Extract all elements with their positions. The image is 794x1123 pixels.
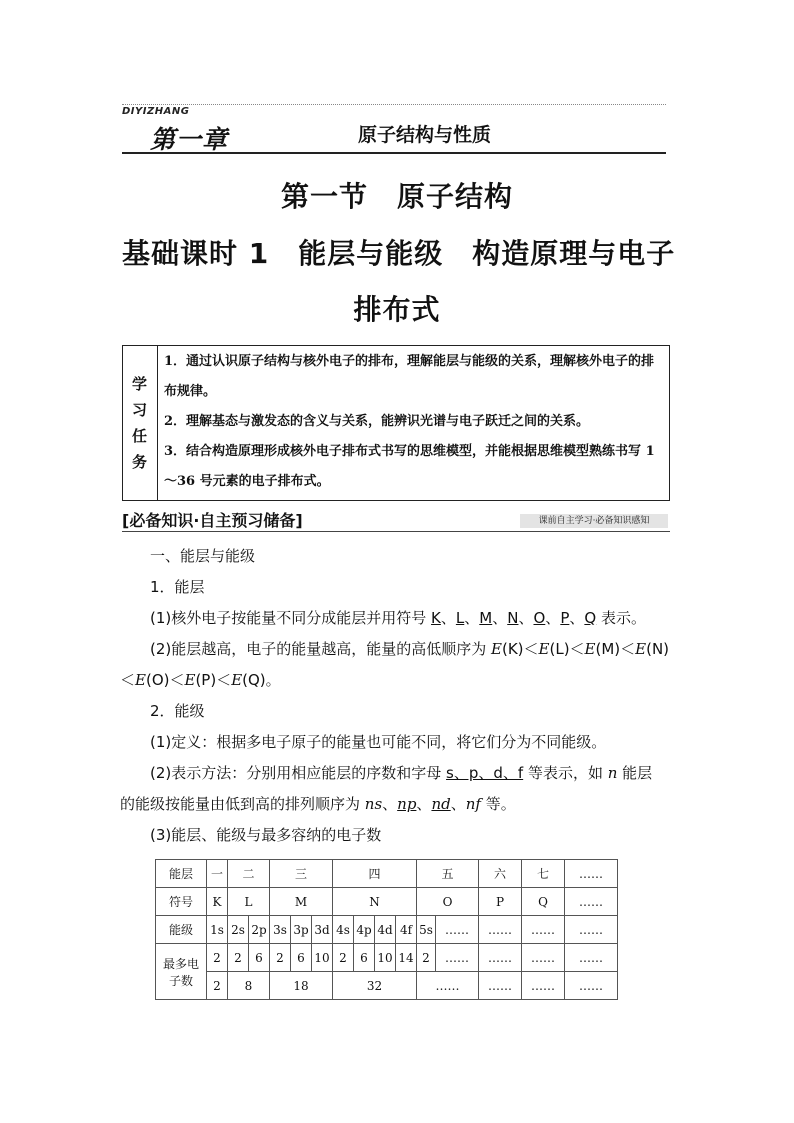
paragraph-energy-order-line1: (2)能层越高，电子的能量越高，能量的高低顺序为 E(K)＜E(L)＜E(M)＜E(N)	[150, 640, 670, 658]
table-cell: 14	[396, 944, 417, 972]
chapter-label: 第一章	[150, 125, 229, 154]
table-cell: 4s	[333, 916, 354, 944]
paragraph-level-definition: (1)定义：根据多电子原子的能量也可能不同，将它们分为不同能级。	[150, 733, 607, 751]
table-cell: ……	[436, 916, 479, 944]
table-cell: ……	[479, 916, 522, 944]
paragraph-table-caption: (3)能层、能级与最多容纳的电子数	[150, 826, 382, 844]
row-label: 能级	[156, 916, 207, 944]
table-cell: 一	[207, 860, 228, 888]
table-cell: M	[270, 888, 333, 916]
task-item: 1．通过认识原子结构与核外电子的排布，理解能层与能级的关系，理解核外电子的排布规律。	[164, 354, 655, 399]
table-cell: 三	[270, 860, 333, 888]
table-cell: ……	[479, 972, 522, 1000]
paragraph-notation-line1: (2)表示方法：分别用相应能层的序数和字母 s、p、d、f 等表示，如 n 能层	[150, 764, 653, 782]
table-cell: 18	[270, 972, 333, 1000]
learning-tasks-label	[122, 345, 158, 501]
table-cell: 3s	[270, 916, 291, 944]
table-cell: ……	[565, 916, 618, 944]
chapter-title: 原子结构与性质	[358, 124, 492, 146]
table-cell: 2	[207, 944, 228, 972]
table-cell: Q	[522, 888, 565, 916]
table-cell: 六	[479, 860, 522, 888]
heading-energy-layer: 1．能层	[150, 578, 205, 596]
table-cell: ……	[417, 972, 479, 1000]
task-label-char: 务	[131, 453, 147, 471]
table-row	[156, 860, 618, 888]
section-title: 第一节 原子结构	[280, 180, 513, 213]
table-cell: 6	[249, 944, 270, 972]
paragraph-notation-line2: 的能级按能量由低到高的排列顺序为 ns、np、nd、nf 等。	[120, 795, 516, 813]
section-bar-title: [必备知识·自主预习储备]	[122, 511, 303, 530]
row-label: 符号	[156, 888, 207, 916]
table-cell: 32	[333, 972, 417, 1000]
table-cell: 2	[333, 944, 354, 972]
table-cell: 8	[228, 972, 270, 1000]
header-dotted-rule	[122, 104, 666, 105]
table-cell: ……	[565, 888, 618, 916]
table-cell: 6	[291, 944, 312, 972]
section-bar-tag: 课前自主学习·必备知识感知	[520, 514, 668, 528]
table-cell: 6	[354, 944, 375, 972]
row-label: 最多电 子数	[156, 944, 207, 1000]
table-row	[156, 916, 618, 944]
lesson-title-line2: 排布式	[353, 293, 441, 326]
table-cell: 4f	[396, 916, 417, 944]
row-label: 能层	[156, 860, 207, 888]
table-cell: L	[228, 888, 270, 916]
energy-levels-table	[155, 859, 618, 1000]
learning-tasks-list	[164, 347, 666, 497]
table-cell: ……	[436, 944, 479, 972]
table-cell: 3p	[291, 916, 312, 944]
table-cell: ……	[565, 972, 618, 1000]
table-cell: ……	[522, 944, 565, 972]
table-cell: ……	[479, 944, 522, 972]
table-cell: K	[207, 888, 228, 916]
chapter-pinyin: DIYIZHANG	[122, 106, 190, 117]
table-cell: 2	[270, 944, 291, 972]
table-row	[156, 888, 618, 916]
table-cell: 五	[417, 860, 479, 888]
heading-energy-level: 2．能级	[150, 702, 205, 720]
table-cell: 2p	[249, 916, 270, 944]
heading-energy-layers-levels: 一、能层与能级	[150, 547, 256, 565]
table-cell: ……	[522, 972, 565, 1000]
table-cell: 1s	[207, 916, 228, 944]
table-cell: ……	[565, 944, 618, 972]
table-cell: ……	[565, 860, 618, 888]
task-label-char: 任	[131, 427, 147, 445]
table-row	[156, 944, 618, 972]
table-cell: N	[333, 888, 417, 916]
lesson-title-line1: 基础课时 1 能层与能级 构造原理与电子	[122, 237, 676, 270]
table-cell: ……	[522, 916, 565, 944]
table-cell: 3d	[312, 916, 333, 944]
header-rule	[122, 152, 666, 154]
paragraph-energy-order-line2: ＜E(O)＜E(P)＜E(Q)。	[120, 671, 281, 689]
table-cell: 5s	[417, 916, 436, 944]
table-cell: 2	[228, 944, 249, 972]
table-cell: 七	[522, 860, 565, 888]
section-bar-rule	[122, 531, 670, 532]
task-label-char: 习	[131, 401, 147, 419]
table-cell: 2s	[228, 916, 249, 944]
task-label-char: 学	[131, 375, 147, 393]
table-cell: 10	[375, 944, 396, 972]
table-cell: 2	[207, 972, 228, 1000]
table-cell: 四	[333, 860, 417, 888]
table-cell: 10	[312, 944, 333, 972]
table-cell: 4d	[375, 916, 396, 944]
paragraph-layer-symbols: (1)核外电子按能量不同分成能层并用符号 K、L、M、N、O、P、Q 表示。	[150, 609, 646, 627]
table-cell: 二	[228, 860, 270, 888]
table-row	[156, 972, 618, 1000]
table-cell: P	[479, 888, 522, 916]
table-cell: 4p	[354, 916, 375, 944]
task-item: 2．理解基态与激发态的含义与关系，能辨识光谱与电子跃迁之间的关系。	[164, 414, 590, 429]
table-cell: O	[417, 888, 479, 916]
table-cell: 2	[417, 944, 436, 972]
task-item: 3．结合构造原理形成核外电子排布式书写的思维模型，并能根据思维模型熟练书写 1～36 号元素的电子排布式。	[164, 444, 655, 489]
